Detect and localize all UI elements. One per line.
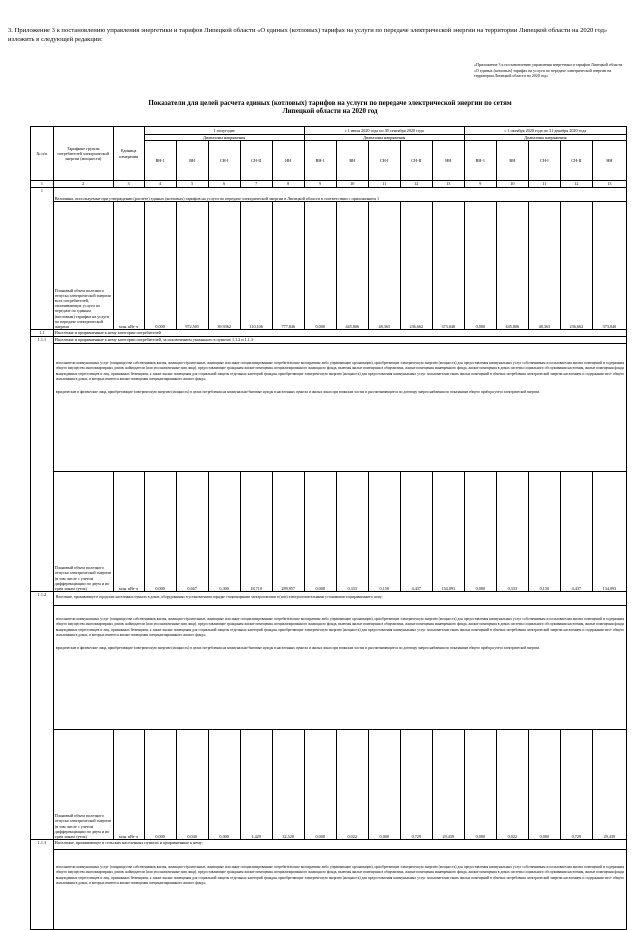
col-number: 5 (176, 181, 208, 188)
value-cell: 0,000 (464, 730, 496, 840)
value-cell: 373,040 (592, 202, 626, 330)
value-cell: 445,806 (496, 202, 528, 330)
column-number-row (31, 181, 627, 188)
col-number: 9 (464, 181, 496, 188)
col-number: 6 (208, 181, 240, 188)
description-paragraph: исполнители коммунальных услуг (товарищества собственников жилья, жилищно-строительные, жилищные или иные специализированные потребительские кооперативы либо управляющие организации), приобретающие электрическую энергию (мощность) для предоставления коммунальных услуг собственникам и пользователям жилых помещений и содержания общего имущества многоквартирных домов; наймодатели (или уполномоченные ими лица), предоставляющие гражданам жилые помещения специализированного жилищного фонда, включая жилые помещения в общежитиях, жилые помещения маневренного фонда, жилые помещения в домах системы социального обслуживания населения, жилые помещения фонда вынужденных переселенцев и лиц, признанных беженцами, а также жилые помещения для социальной защиты отдельных категорий граждан, приобретающие электрическую энергию (мощность) для предоставления коммунальных услуг пользователям таких жилых помещений в объемах потребления электрической энергии населением и содержания мест общего пользования в домах, в которых имеются жилые помещения специализированного жилого фонда; (55, 361, 624, 381)
level-header: СН-I (528, 141, 560, 181)
header-period-1: 1 полугодие (144, 127, 304, 135)
row-label: Плановый объем полезного отпуска электрической энергии (в том числе с учетом дифференциации по двум и по трем зонам суток) (53, 472, 113, 592)
value-cell: 777,846 (272, 202, 304, 330)
row-unit: млн. кВт·ч (113, 202, 144, 330)
col-number: 13 (592, 181, 626, 188)
col-number: 3 (113, 181, 144, 188)
header-num: № п/п (31, 127, 54, 181)
value-cell: 154,093 (432, 472, 464, 592)
section-heading: Население, проживающее в сельских населенных пунктах и приравненные к нему: (53, 840, 626, 850)
col-number: 9 (304, 181, 336, 188)
row-unit: млн. кВт·ч (113, 472, 144, 592)
col-number: 10 (336, 181, 368, 188)
level-header: СН-II (240, 141, 272, 181)
value-cell: 1,429 (240, 730, 272, 840)
col-number: 11 (368, 181, 400, 188)
level-header: СН-I (368, 141, 400, 181)
section-heading: Население и приравненные к нему категории потребителей (53, 330, 626, 337)
col-number: 12 (560, 181, 592, 188)
header-period-2: с 1 июля 2020 года по 30 сентября 2020 года (304, 127, 464, 135)
value-cell: 0,729 (400, 730, 432, 840)
level-header: ВН (176, 141, 208, 181)
value-cell: 29,439 (592, 730, 626, 840)
value-cell: 0,000 (208, 730, 240, 840)
value-cell: 32,520 (272, 730, 304, 840)
col-number: 13 (432, 181, 464, 188)
value-cell: 289,957 (272, 472, 304, 592)
value-cell: 0,000 (528, 730, 560, 840)
tariff-table (30, 126, 627, 930)
page-title: Показатели для целей расчета единых (котловых) тарифов на услуги по передаче электрической энергии по сетям Липецкой области на 2020 год (148, 99, 512, 115)
table-row (31, 202, 627, 330)
header-period-3: с 1 октября 2020 года по 31 декабря 2020 года (464, 127, 626, 135)
section-heading: Население и приравненные к нему категории потребителей, за исключением указанного в пунктах 1.1.2 и 1.1.3 (53, 337, 626, 344)
col-number: 12 (400, 181, 432, 188)
intro-paragraph: 3. Приложение 3 к постановлению управления энергетики и тарифов Липецкой области «О единых (котловых) тарифах на услуги по передаче электрической энергии на территории Липецкой области на 2020 год» изложить в следующей редакции: (8, 27, 608, 43)
col-number: 2 (53, 181, 113, 188)
value-cell: 236,662 (560, 202, 592, 330)
value-cell: 0,000 (144, 472, 176, 592)
level-header: СН-II (400, 141, 432, 181)
row-number: 1.1.2 (31, 592, 54, 840)
value-cell: 0,333 (496, 472, 528, 592)
row-label: Плановый объем полезного отпуска электрической энергии (в том числе с учетом дифференциации по двум и по трем зонам суток) (53, 730, 113, 840)
table-row (31, 472, 627, 592)
level-header: НН (272, 141, 304, 181)
section-description (53, 606, 626, 730)
value-cell: 0,300 (208, 472, 240, 592)
section-heading: Население, проживающее в городских населенных пунктах в домах, оборудованных в установленном порядке стационарными электроплитами и (или) электроотопительными установками и приравненные к нему: (53, 592, 626, 606)
col-number: 8 (272, 181, 304, 188)
value-cell: 110,106 (240, 202, 272, 330)
header-range: Диапазоны напряжения (144, 135, 304, 141)
description-paragraph: исполнители коммунальных услуг (товарищества собственников жилья, жилищно-строительные, жилищные или иные специализированные потребительские кооперативы либо управляющие организации), приобретающие электрическую энергию (мощность) для предоставления коммунальных услуг собственникам и пользователям жилых помещений и содержания общего имущества многоквартирных домов; наймодатели (или уполномоченные ими лица), предоставляющие гражданам жилые помещения специализированного жилищного фонда, включая жилые помещения в общежитиях, жилые помещения маневренного фонда, жилые помещения в домах системы социального обслуживания населения, жилые помещения фонда вынужденных переселенцев и лиц, признанных беженцами, а также жилые помещения для социальной защиты отдельных категорий граждан, приобретающие электрическую энергию (мощность) для предоставления коммунальных услуг пользователям таких жилых помещений в объемах потребления электрической энергии населением и содержания мест общего пользования в домах, в которых имеются жилые помещения специализированного жилого фонда; (55, 865, 624, 885)
level-header: НН (432, 141, 464, 181)
value-cell: 0,000 (368, 730, 400, 840)
level-header: СН-II (560, 141, 592, 181)
level-header: СН-I (208, 141, 240, 181)
level-header: НН (592, 141, 626, 181)
appendix-note: «Приложение 3 к постановлению управления энергетики и тарифов Липецкой области «О единых (котловых) тарифах на услуги по передаче электрической энергии на территории Липецкой области на 2020 год» (474, 62, 623, 79)
value-cell: 445,806 (336, 202, 368, 330)
header-range: Диапазоны напряжения (304, 135, 464, 141)
header-unit: Единица измерения (113, 127, 144, 181)
value-cell: 48,363 (528, 202, 560, 330)
header-range: Диапазоны напряжения (464, 135, 626, 141)
row-number: 1 (31, 188, 54, 330)
value-cell: 972,505 (176, 202, 208, 330)
level-header: ВН-1 (304, 141, 336, 181)
description-paragraph: юридические и физические лица, приобретающие электрическую энергию (мощность) в целях потребления на коммунально-бытовые нужды в населенных пунктах и жилых зонах при воинских частях и рассчитывающиеся по договору энергоснабжения по показаниям общего прибора учета электрической энергии. (55, 390, 540, 395)
section-description (53, 850, 626, 930)
value-cell: 373,040 (432, 202, 464, 330)
value-cell: 0,000 (304, 472, 336, 592)
value-cell: 0,729 (560, 730, 592, 840)
col-number: 7 (240, 181, 272, 188)
value-cell: 0,000 (144, 202, 176, 330)
value-cell: 0,150 (528, 472, 560, 592)
value-cell: 0,000 (304, 730, 336, 840)
col-number: 11 (528, 181, 560, 188)
value-cell: 4,437 (560, 472, 592, 592)
level-header: ВН (336, 141, 368, 181)
level-header: ВН (496, 141, 528, 181)
value-cell: 0,022 (336, 730, 368, 840)
value-cell: 236,662 (400, 202, 432, 330)
value-cell: 0,000 (304, 202, 336, 330)
value-cell: 0,022 (496, 730, 528, 840)
section-description (53, 344, 626, 472)
value-cell: 134,093 (592, 472, 626, 592)
table-row (31, 730, 627, 840)
value-cell: 29,439 (432, 730, 464, 840)
level-header: ВН-1 (464, 141, 496, 181)
header-group: Тарифные группы потребителей электрической энергии (мощности) (53, 127, 113, 181)
value-cell: 18,710 (240, 472, 272, 592)
description-paragraph: исполнители коммунальных услуг (товарищества собственников жилья, жилищно-строительные, жилищные или иные специализированные потребительские кооперативы либо управляющие организации), приобретающие электрическую энергию (мощность) для предоставления коммунальных услуг собственникам и пользователям жилых помещений и содержания общего имущества многоквартирных домов; наймодатели (или уполномоченные ими лица), предоставляющие гражданам жилые помещения специализированного жилищного фонда, включая жилые помещения в общежитиях, жилые помещения маневренного фонда, жилые помещения в домах системы социального обслуживания населения, жилые помещения фонда вынужденных переселенцев и лиц, признанных беженцами, а также жилые помещения для социальной защиты отдельных категорий граждан, приобретающие электрическую энергию (мощность) для предоставления коммунальных услуг пользователям таких жилых помещений в объемах потребления электрической энергии населением и содержания мест общего пользования в домах, в которых имеются жилые помещения специализированного жилого фонда; (55, 617, 624, 637)
section-heading: Величины, используемые при утверждении (расчете) единых (котловых) тарифов на услуги по передаче электрической энергии в Липецкой области в соответствии с приложением 1 (53, 188, 626, 202)
value-cell: 0,333 (336, 472, 368, 592)
col-number: 10 (496, 181, 528, 188)
value-cell: 0,150 (368, 472, 400, 592)
level-header: ВН-1 (144, 141, 176, 181)
value-cell: 0,000 (464, 202, 496, 330)
row-unit: млн. кВт·ч (113, 730, 144, 840)
value-cell: 0,000 (144, 730, 176, 840)
col-number: 4 (144, 181, 176, 188)
row-number: 1.1.1 (31, 337, 54, 592)
value-cell: 0,667 (176, 472, 208, 592)
description-paragraph: юридические и физические лица, приобретающие электрическую энергию (мощность) в целях потребления на коммунально-бытовые нужды в населенных пунктах и жилых зонах при воинских частях и рассчитывающиеся по договору энергоснабжения по показаниям общего прибора учета электрической энергии. (55, 646, 540, 651)
row-number: 1.1 (31, 330, 54, 337)
value-cell: 0,000 (464, 472, 496, 592)
value-cell: 4,437 (400, 472, 432, 592)
col-number: 1 (31, 181, 54, 188)
row-number: 1.1.3 (31, 840, 54, 930)
row-label: Плановый объем полезного отпуска электрической энергии всех потребителей, оплачивающих услуги по передаче по единым (котловым) тарифам на услуги по передаче электрической энергии (53, 202, 113, 330)
value-cell: 48,363 (368, 202, 400, 330)
value-cell: 39,9362 (208, 202, 240, 330)
value-cell: 0,040 (176, 730, 208, 840)
